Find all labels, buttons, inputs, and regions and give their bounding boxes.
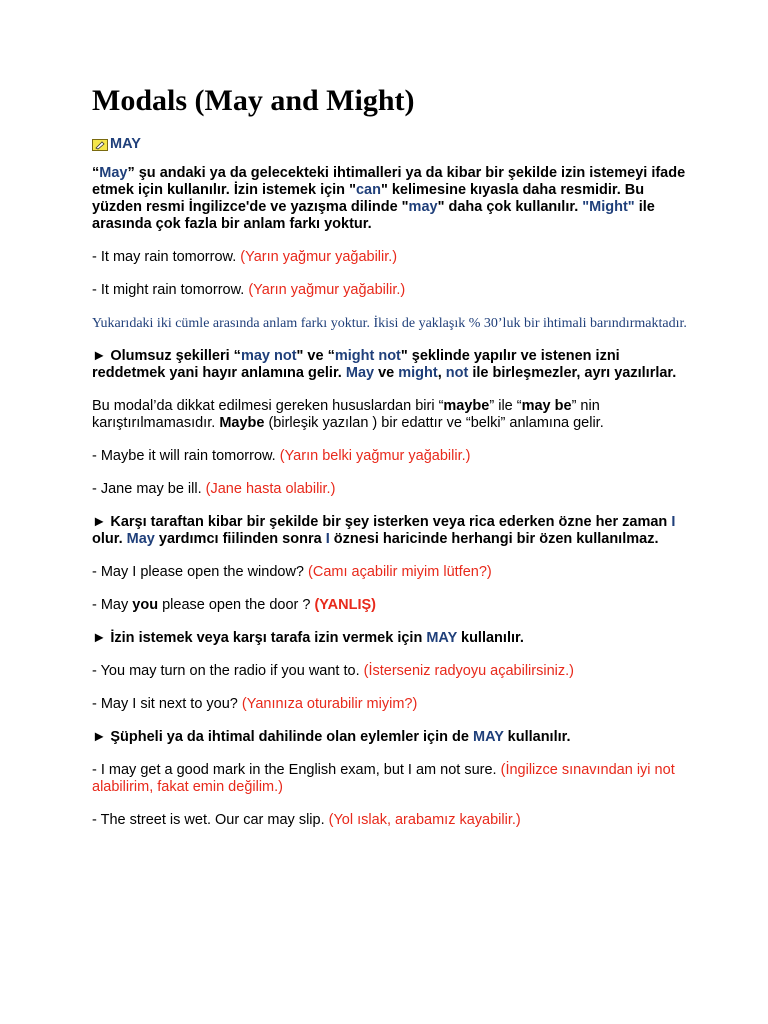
negative-forms-paragraph: ► Olumsuz şekilleri “may not" ve “might not" şeklinde yapılır ve istenen izni reddetmek yani hayır anlamına gelir. May ve might, not ile birleşmezler, ayrı yazılırlar. — [92, 348, 677, 381]
maybe-paragraph: Bu modal’da dikkat edilmesi gereken hususlardan biri “maybe” ile “may be” nin karıştırılmamasıdır. Maybe (birleşik yazılan ) bir edattır ve “belki” anlamına gelir. — [92, 398, 604, 431]
example-line: - I may get a good mark in the English exam, but I am not sure. (İngilizce sınavından iyi not alabilirim, fakat emin değilim.) — [92, 762, 675, 795]
example-line: - It might rain tomorrow. (Yarın yağmur yağabilir.) — [92, 282, 406, 298]
document-page — [92, 82, 692, 845]
example-line: - The street is wet. Our car may slip. (Yol ıslak, arabamız kayabilir.) — [92, 812, 521, 828]
section-label: MAY — [110, 136, 141, 152]
intro-paragraph: “May” şu andaki ya da gelecekteki ihtimalleri ya da kibar bir şekilde izin istemeyi ifade etmek için kullanılır. İzin istemek için "can" kelimesine kıyasla daha resmidir. Bu yüzden resmi İngilizce'de ve yazışma dilinde "may" daha çok kullanılır. "Might" ile arasında çok fazla bir anlam farkı yoktur. — [92, 165, 686, 232]
section-heading-may — [92, 136, 692, 153]
example-line: - It may rain tomorrow. (Yarın yağmur yağabilir.) — [92, 249, 398, 265]
example-line: - May you please open the door ? (YANLIŞ) — [92, 597, 376, 613]
page-title: Modals (May and Might) — [92, 84, 415, 117]
example-line: - Maybe it will rain tomorrow. (Yarın belki yağmur yağabilir.) — [92, 448, 471, 464]
example-line: - May I sit next to you? (Yanınıza oturabilir miyim?) — [92, 696, 418, 712]
possibility-paragraph: ► Şüpheli ya da ihtimal dahilinde olan eylemler için de MAY kullanılır. — [92, 729, 571, 745]
polite-request-paragraph: ► Karşı taraftan kibar bir şekilde bir şey isterken veya rica ederken özne her zaman I olur. May yardımcı fiilinden sonra I öznesi haricinde herhangi bir özen kullanılmaz. — [92, 514, 676, 547]
example-line: - May I please open the window? (Camı açabilir miyim lütfen?) — [92, 564, 492, 580]
permission-paragraph: ► İzin istemek veya karşı tarafa izin vermek için MAY kullanılır. — [92, 630, 524, 646]
example-line: - You may turn on the radio if you want to. (İsterseniz radyoyu açabilirsiniz.) — [92, 663, 574, 679]
note-icon — [92, 139, 108, 151]
example-line: - Jane may be ill. (Jane hasta olabilir.) — [92, 481, 336, 497]
note-paragraph: Yukarıdaki iki cümle arasında anlam farkı yoktur. İkisi de yaklaşık % 30’luk bir ihtimali barındırmaktadır. — [92, 316, 687, 331]
